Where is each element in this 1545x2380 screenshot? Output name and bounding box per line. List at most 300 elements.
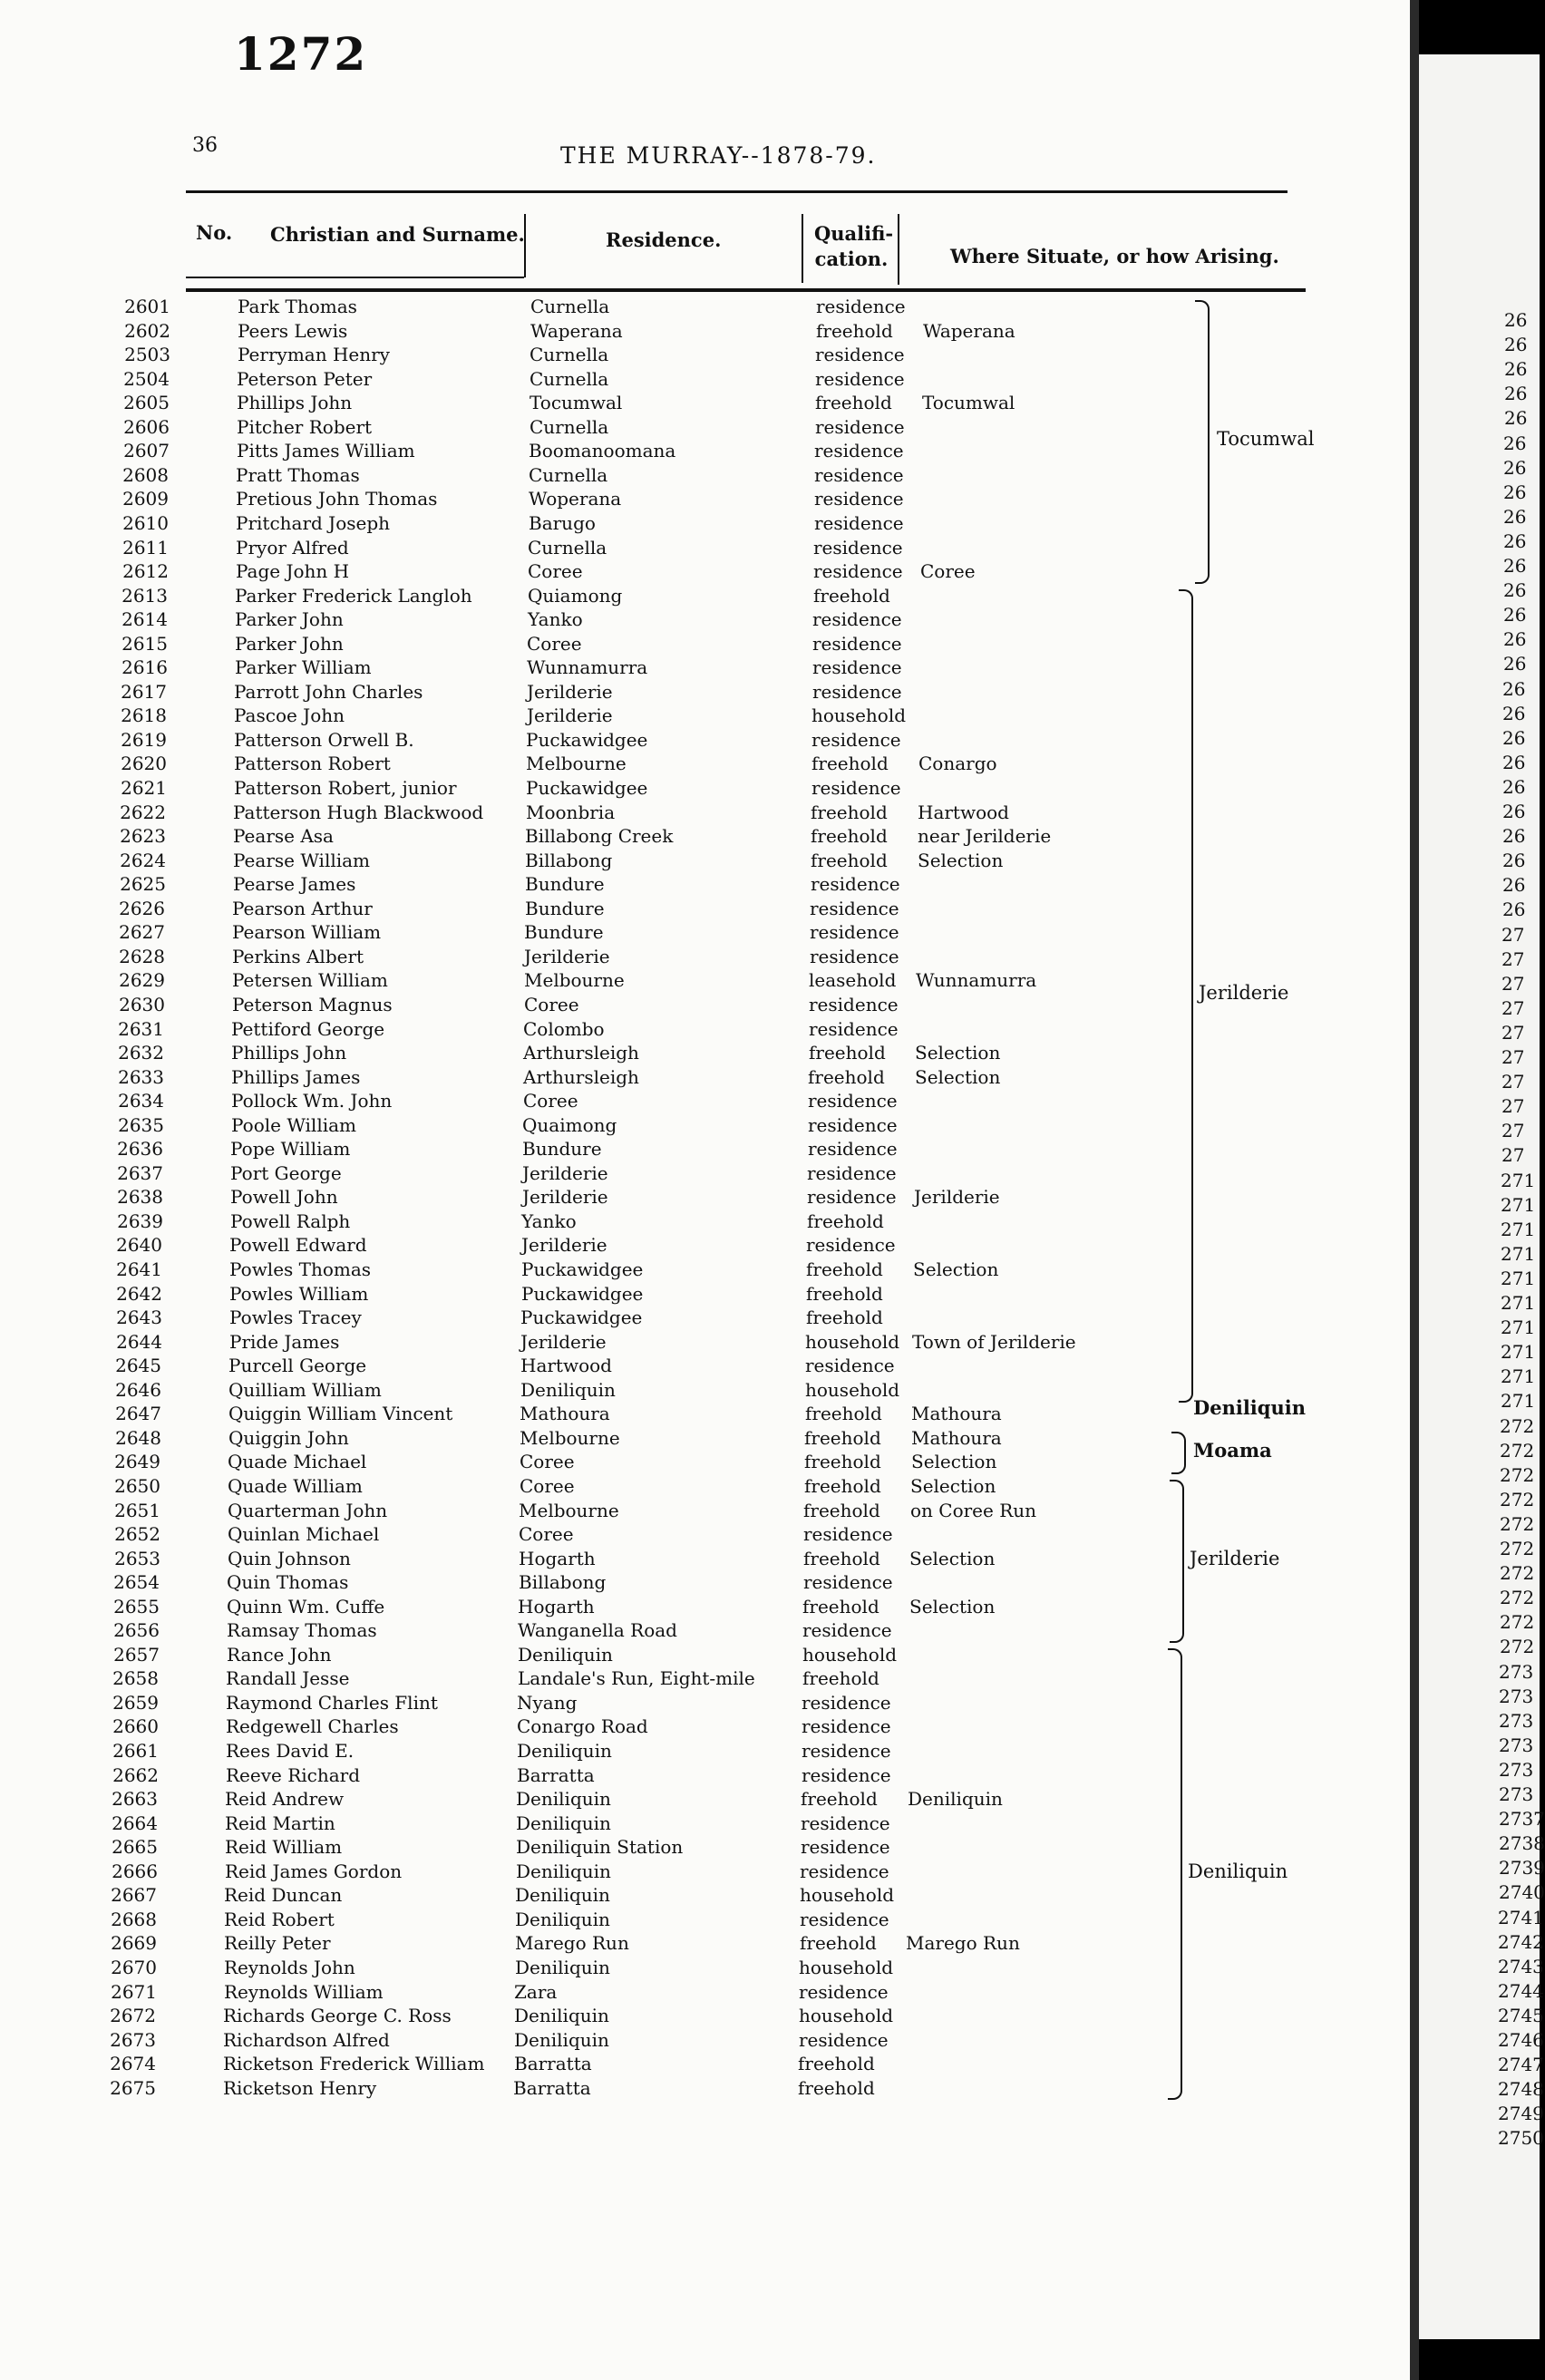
entry-number: 2654 [113, 1571, 160, 1593]
entry-residence: Puckawidgee [526, 777, 648, 799]
entry-name: Pitts James William [237, 440, 415, 461]
entry-number: 2620 [121, 753, 167, 774]
entry-name: Rees David E. [226, 1740, 355, 1762]
facing-page-number: 271 [1501, 1268, 1536, 1289]
entry-residence: Jerilderie [521, 1234, 607, 1256]
entry-qualification: residence [802, 1764, 891, 1786]
entry-where-situate: Selection [915, 1066, 1001, 1088]
entry-residence: Barratta [514, 2053, 592, 2074]
entry-residence: Zara [514, 1981, 558, 2003]
table-row [0, 1763, 1410, 1787]
facing-page-number: 273 [1499, 1710, 1534, 1732]
entry-qualification: household [805, 1331, 900, 1353]
facing-page-number: 272 [1500, 1538, 1535, 1559]
entry-residence: Tocumwal [530, 392, 623, 413]
entry-name: Pryor Alfred [236, 537, 349, 559]
entry-residence: Coree [523, 1090, 578, 1112]
table-row [0, 1883, 1410, 1907]
district-bracket [1168, 1648, 1182, 2100]
table-row [0, 824, 1410, 848]
entry-qualification: residence [800, 1909, 889, 1930]
table-row [0, 2052, 1410, 2075]
table-row [0, 704, 1410, 727]
table-row [0, 1618, 1410, 1642]
entry-residence: Puckawidgee [521, 1258, 644, 1280]
entry-number: 2672 [110, 2005, 156, 2026]
entry-number: 2632 [118, 1042, 164, 1064]
entry-name: Reid Martin [225, 1812, 335, 1834]
table-row [0, 1258, 1410, 1281]
entry-residence: Deniliquin [514, 2005, 609, 2026]
entry-qualification: freehold [803, 1548, 880, 1569]
entry-qualification: freehold [801, 1788, 878, 1810]
entry-residence: Bundure [524, 921, 604, 943]
entry-qualification: residence [799, 1981, 889, 2003]
entry-qualification: residence [800, 1860, 889, 1882]
entry-name: Reid William [225, 1836, 343, 1858]
table-row [0, 656, 1410, 679]
entry-qualification: freehold [803, 1500, 880, 1521]
table-row [0, 1041, 1410, 1064]
entry-name: Quin Johnson [228, 1548, 351, 1569]
entry-number: 2652 [114, 1523, 160, 1545]
district-bracket [1179, 589, 1193, 1403]
entry-qualification: freehold [804, 1451, 881, 1472]
entry-number: 2635 [118, 1114, 164, 1136]
entry-name: Redgewell Charles [226, 1715, 399, 1737]
entry-name: Park Thomas [238, 296, 357, 317]
entry-name: Reid Duncan [224, 1884, 343, 1906]
entry-qualification: residence [814, 488, 904, 510]
entry-name: Phillips John [237, 392, 353, 413]
entry-name: Quiggin John [228, 1427, 349, 1449]
entry-number: 2673 [110, 2029, 156, 2051]
facing-page-number: 272 [1500, 1587, 1535, 1608]
entry-residence: Yanko [521, 1210, 577, 1232]
table-row [0, 776, 1410, 800]
entry-qualification: residence [815, 416, 905, 438]
header-qualification: Qualifi- cation. [814, 222, 894, 270]
entry-name: Ricketson Henry [223, 2077, 377, 2099]
entry-residence: Yanko [528, 608, 583, 630]
entry-where-situate: Selection [918, 850, 1004, 871]
table-row [0, 1715, 1410, 1738]
entry-qualification: household [802, 1644, 898, 1666]
entry-qualification: freehold [809, 1042, 886, 1064]
entry-where-situate: Hartwood [918, 801, 1009, 823]
entry-number: 2631 [118, 1018, 164, 1040]
entry-name: Reid Robert [224, 1909, 335, 1930]
entry-number: 2629 [119, 969, 165, 991]
page-fold [1410, 0, 1419, 2380]
table-row [0, 584, 1410, 607]
table-row [0, 1980, 1410, 2004]
entry-number: 2616 [121, 656, 168, 678]
entry-where-situate: Selection [910, 1475, 996, 1497]
entry-residence: Deniliquin [515, 1957, 610, 1978]
entry-name: Pearse James [233, 873, 356, 895]
entry-number: 2660 [112, 1715, 159, 1737]
entry-qualification: residence [812, 656, 902, 678]
entry-qualification: residence [802, 1715, 891, 1737]
entry-qualification: residence [808, 1138, 898, 1160]
entry-number: 2648 [115, 1427, 161, 1449]
facing-page-number: 26 [1504, 407, 1528, 429]
table-row [0, 1666, 1410, 1690]
entry-residence: Coree [527, 633, 582, 655]
entry-residence: Puckawidgee [521, 1283, 644, 1305]
entry-residence: Melbourne [520, 1427, 620, 1449]
entry-qualification: residence [811, 873, 900, 895]
entry-residence: Marego Run [515, 1932, 629, 1954]
entry-residence: Jerilderie [527, 704, 613, 726]
entry-qualification: freehold [798, 2053, 875, 2074]
entry-number: 2636 [117, 1138, 163, 1160]
entry-name: Reeve Richard [226, 1764, 361, 1786]
facing-page-number: 272 [1500, 1489, 1535, 1511]
entry-qualification: residence [803, 1523, 893, 1545]
facing-page-number: 27 [1501, 1022, 1525, 1044]
entry-residence: Deniliquin [516, 1812, 611, 1834]
entry-qualification: freehold [813, 585, 890, 607]
table-row [0, 1474, 1410, 1498]
entry-name: Reid Andrew [225, 1788, 345, 1810]
entry-qualification: freehold [815, 392, 892, 413]
entry-number: 2607 [123, 440, 170, 461]
entry-number: 2642 [116, 1283, 162, 1305]
facing-page-number: 2748 [1498, 2078, 1544, 2100]
entry-qualification: residence [806, 1234, 896, 1256]
entry-where-situate: Marego Run [906, 1932, 1020, 1954]
entry-number: 2655 [113, 1596, 160, 1617]
table-row [0, 1089, 1410, 1112]
table-row [0, 1643, 1410, 1666]
facing-page-number: 2738 [1499, 1832, 1545, 1854]
header-bottom-rule [186, 288, 1306, 292]
entry-number: 2644 [116, 1331, 162, 1353]
table-row [0, 897, 1410, 920]
entry-qualification: residence [814, 440, 904, 461]
entry-number: 2624 [120, 850, 166, 871]
entry-name: Richards George C. Ross [223, 2005, 452, 2026]
entry-residence: Moonbria [526, 801, 616, 823]
entry-qualification: freehold [811, 850, 888, 871]
facing-page-number: 271 [1501, 1390, 1536, 1412]
entry-number: 2619 [121, 729, 167, 751]
table-row [0, 1065, 1410, 1089]
entry-qualification: freehold [808, 1066, 885, 1088]
entry-name: Peterson Magnus [232, 994, 393, 1015]
entry-residence: Bundure [522, 1138, 602, 1160]
entry-qualification: freehold [804, 1427, 881, 1449]
entry-number: 2606 [123, 416, 170, 438]
entry-number: 2653 [114, 1548, 160, 1569]
entry-name: Powell John [230, 1186, 338, 1208]
district-bracket-label: Jerilderie [1199, 982, 1289, 1004]
facing-page-number: 26 [1503, 628, 1527, 650]
entry-residence: Curnella [530, 368, 609, 390]
table-row [0, 1787, 1410, 1811]
entry-qualification: freehold [800, 1932, 877, 1954]
entry-name: Reilly Peter [224, 1932, 331, 1954]
table-row [0, 607, 1410, 631]
entry-qualification: household [799, 2005, 894, 2026]
entry-residence: Deniliquin [520, 1379, 616, 1401]
entry-residence: Coree [528, 560, 583, 582]
entry-name: Powell Ralph [230, 1210, 351, 1232]
entry-residence: Billabong [519, 1571, 607, 1593]
district-bracket-label: Deniliquin [1193, 1396, 1306, 1419]
entry-qualification: residence [811, 777, 901, 799]
entry-qualification: residence [815, 368, 905, 390]
district-bracket-label: Deniliquin [1188, 1860, 1288, 1882]
entry-qualification: residence [801, 1836, 890, 1858]
table-row [0, 1113, 1410, 1137]
table-row [0, 1354, 1410, 1377]
entry-residence: Deniliquin [516, 1788, 611, 1810]
entry-qualification: residence [810, 946, 899, 967]
entry-name: Phillips John [231, 1042, 347, 1064]
entry-number: 2609 [122, 488, 169, 510]
entry-residence: Deniliquin [515, 1884, 610, 1906]
table-row [0, 1691, 1410, 1715]
entry-number: 2610 [122, 512, 169, 534]
entry-residence: Coree [519, 1523, 574, 1545]
entry-number: 2601 [124, 296, 170, 317]
page-title: THE MURRAY--1878-79. [560, 142, 877, 169]
entry-name: Pearson William [232, 921, 382, 943]
entry-residence: Puckawidgee [526, 729, 648, 751]
entry-qualification: residence [801, 1812, 890, 1834]
entry-number: 2637 [117, 1162, 163, 1184]
entry-qualification: residence [808, 1090, 898, 1112]
entry-residence: Landale's Run, Eight-mile [518, 1667, 755, 1689]
entry-number: 2640 [116, 1234, 162, 1256]
facing-page-number: 26 [1502, 874, 1526, 896]
entry-number: 2663 [112, 1788, 158, 1810]
entry-residence: Billabong [525, 850, 613, 871]
entry-number: 2665 [112, 1836, 158, 1858]
entry-where-situate: near Jerilderie [918, 825, 1052, 847]
entry-qualification: freehold [805, 1403, 882, 1424]
entry-where-situate: Tocumwal [922, 392, 1015, 413]
entry-residence: Quaimong [522, 1114, 617, 1136]
table-row [0, 2004, 1410, 2027]
entry-residence: Barratta [517, 1764, 595, 1786]
header-where: Where Situate, or how Arising. [950, 245, 1279, 267]
entry-qualification: freehold [806, 1258, 883, 1280]
entry-qualification: freehold [806, 1283, 883, 1305]
entry-name: Perryman Henry [238, 344, 390, 365]
entry-qualification: residence [809, 1018, 899, 1040]
entry-number: 2657 [113, 1644, 160, 1666]
entry-residence: Barugo [529, 512, 596, 534]
facing-page-number: 271 [1501, 1170, 1536, 1191]
facing-page-number: 2742 [1498, 1931, 1544, 1953]
entry-qualification: residence [802, 1619, 892, 1641]
entry-where-situate: Selection [909, 1596, 996, 1617]
entry-qualification: freehold [804, 1475, 881, 1497]
header-divider-2 [802, 214, 803, 283]
facing-page-number: 26 [1503, 530, 1527, 552]
facing-page-number: 26 [1502, 727, 1526, 749]
facing-page-number: 27 [1501, 1046, 1525, 1068]
entry-number: 2658 [112, 1667, 159, 1689]
entry-name: Pratt Thomas [236, 464, 360, 486]
table-row [0, 1161, 1410, 1185]
entry-name: Powles William [229, 1283, 369, 1305]
entry-name: Pritchard Joseph [236, 512, 391, 534]
entry-residence: Hogarth [518, 1596, 595, 1617]
entry-number: 2667 [111, 1884, 157, 1906]
entry-number: 2650 [114, 1475, 160, 1497]
entry-name: Ricketson Frederick William [223, 2053, 485, 2074]
entry-where-situate: Wunnamurra [916, 969, 1037, 991]
entry-residence: Jerilderie [520, 1331, 607, 1353]
entry-name: Powles Tracey [229, 1307, 362, 1328]
header-underline-left [186, 277, 524, 278]
entry-name: Pitcher Robert [237, 416, 373, 438]
entry-number: 2615 [121, 633, 168, 655]
entry-name: Pascoe John [234, 704, 345, 726]
entry-name: Powles Thomas [229, 1258, 372, 1280]
facing-page-number: 273 [1499, 1783, 1534, 1805]
facing-page-number: 272 [1500, 1464, 1535, 1486]
facing-page-number: 27 [1501, 1095, 1525, 1117]
table-row [0, 1570, 1410, 1594]
facing-page-number: 2747 [1498, 2054, 1544, 2075]
entry-qualification: freehold [811, 825, 888, 847]
entry-qualification: residence [816, 296, 906, 317]
entry-name: Quarterman John [228, 1500, 388, 1521]
entry-residence: Mathoura [520, 1403, 610, 1424]
facing-page-number: 26 [1502, 825, 1526, 847]
entry-number: 2611 [122, 537, 169, 559]
entry-name: Quilliam William [228, 1379, 382, 1401]
facing-page-number: 272 [1500, 1562, 1535, 1584]
entry-name: Pollock Wm. John [231, 1090, 393, 1112]
facing-page-number: 2743 [1498, 1956, 1544, 1977]
entry-residence: Curnella [529, 464, 608, 486]
table-row [0, 1185, 1410, 1209]
entry-where-situate: Mathoura [911, 1427, 1002, 1449]
table-row [0, 1499, 1410, 1522]
table-row [0, 872, 1410, 896]
facing-page-number: 26 [1503, 457, 1527, 479]
entry-number: 2503 [124, 344, 170, 365]
facing-page-number: 272 [1500, 1440, 1535, 1462]
entry-residence: Billabong Creek [525, 825, 674, 847]
entry-number: 2608 [122, 464, 169, 486]
entry-qualification: residence [799, 2029, 889, 2051]
table-row [0, 1812, 1410, 1835]
entry-residence: Hartwood [520, 1355, 612, 1376]
entry-number: 2627 [119, 921, 165, 943]
entry-qualification: residence [814, 512, 904, 534]
entry-residence: Woperana [529, 488, 622, 510]
entry-qualification: residence [811, 729, 901, 751]
entry-qualification: freehold [807, 1210, 884, 1232]
facing-page-number: 273 [1499, 1759, 1534, 1781]
entry-name: Patterson Hugh Blackwood [233, 801, 484, 823]
entry-name: Peterson Peter [237, 368, 373, 390]
entry-name: Perkins Albert [232, 946, 364, 967]
district-bracket-label: Moama [1193, 1439, 1272, 1462]
entry-residence: Deniliquin Station [516, 1836, 684, 1858]
facing-page-number: 26 [1502, 899, 1526, 920]
facing-page-number: 272 [1500, 1636, 1535, 1657]
entry-qualification: freehold [816, 320, 893, 342]
entry-name: Reynolds William [224, 1981, 384, 2003]
table-row [0, 680, 1410, 704]
entry-residence: Boomanoomana [529, 440, 676, 461]
entry-name: Pride James [229, 1331, 340, 1353]
entry-name: Pearse William [233, 850, 371, 871]
entry-number: 2643 [116, 1307, 162, 1328]
entry-where-situate: Selection [911, 1451, 997, 1472]
entry-name: Parrott John Charles [234, 681, 423, 703]
header-divider-3 [898, 214, 899, 285]
facing-page-number: 27 [1501, 924, 1525, 946]
entry-name: Randall Jesse [226, 1667, 350, 1689]
entry-where-situate: Mathoura [911, 1403, 1002, 1424]
entry-residence: Deniliquin [518, 1644, 613, 1666]
entry-number: 2617 [121, 681, 167, 703]
facing-page-number: 26 [1502, 850, 1526, 871]
entry-residence: Wunnamurra [527, 656, 648, 678]
entry-residence: Jerilderie [527, 681, 613, 703]
entry-residence: Colombo [523, 1018, 605, 1040]
entry-number: 2659 [112, 1692, 159, 1714]
entry-qualification: residence [812, 681, 902, 703]
header-residence: Residence. [606, 228, 722, 251]
facing-page-number: 26 [1502, 703, 1526, 724]
entry-qualification: residence [814, 464, 904, 486]
entry-name: Raymond Charles Flint [226, 1692, 438, 1714]
entry-name: Poole William [231, 1114, 356, 1136]
header-name: Christian and Surname. [270, 223, 525, 246]
entry-qualification: residence [813, 560, 903, 582]
table-row [0, 1017, 1410, 1041]
entry-name: Quinn Wm. Cuffe [227, 1596, 385, 1617]
entry-qualification: freehold [802, 1596, 879, 1617]
entry-residence: Curnella [530, 296, 610, 317]
entry-where-situate: Town of Jerilderie [912, 1331, 1076, 1353]
entry-name: Parker John [235, 608, 344, 630]
entry-name: Parker John [235, 633, 344, 655]
facing-page-number: 26 [1503, 604, 1527, 626]
entry-residence: Waperana [530, 320, 623, 342]
entry-number: 2651 [114, 1500, 160, 1521]
entry-number: 2504 [123, 368, 170, 390]
folio-stamp: 1272 [234, 27, 368, 81]
facing-page-number: 271 [1501, 1316, 1536, 1338]
entry-name: Patterson Robert, junior [234, 777, 457, 799]
entry-qualification: residence [810, 921, 899, 943]
entry-residence: Curnella [530, 344, 609, 365]
entry-number: 2614 [121, 608, 168, 630]
entry-name: Reid James Gordon [225, 1860, 403, 1882]
entry-name: Phillips James [231, 1066, 361, 1088]
facing-page-number: 27 [1501, 973, 1525, 995]
entry-name: Quade Michael [228, 1451, 367, 1472]
entry-qualification: residence [807, 1162, 897, 1184]
entry-name: Peers Lewis [238, 320, 348, 342]
entry-qualification: residence [813, 537, 903, 559]
entry-name: Pearson Arthur [232, 898, 373, 919]
entry-residence: Melbourne [524, 969, 625, 991]
table-row [0, 752, 1410, 775]
